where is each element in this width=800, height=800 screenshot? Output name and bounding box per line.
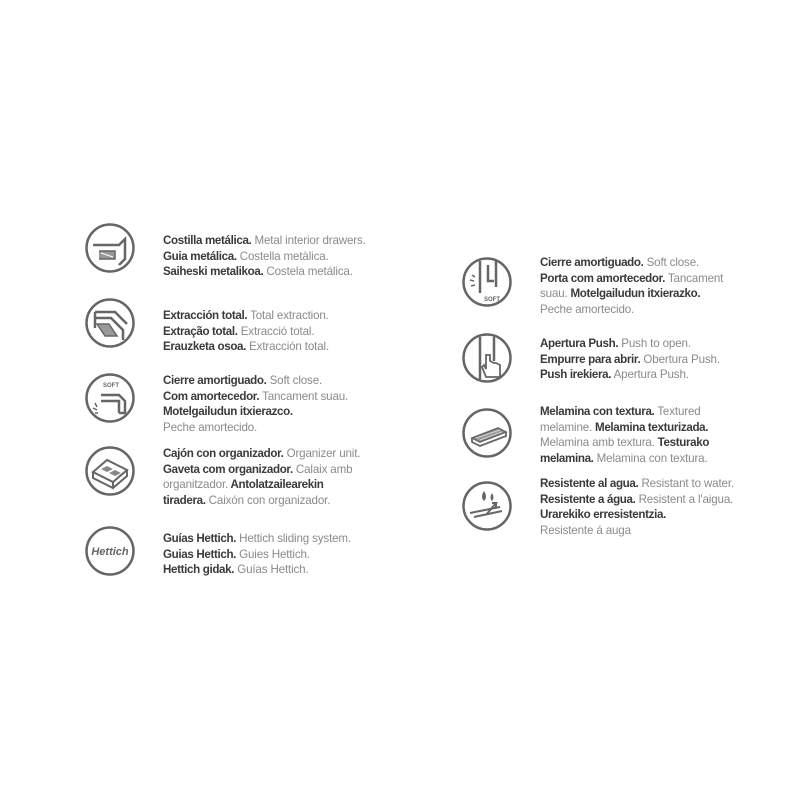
feature-text-line — [163, 547, 351, 563]
label-translation: Textured — [654, 405, 701, 418]
label-translation: Soft close. — [643, 256, 700, 269]
label-primary: Push irekiera. — [540, 368, 612, 382]
feature-text — [540, 336, 720, 383]
feature-text-line — [163, 324, 329, 340]
label-primary: Extração total. — [163, 324, 238, 338]
label-primary: Cierre amortiguado. — [540, 256, 644, 269]
hettich-logo-icon — [85, 526, 135, 576]
label-translation: Resistant to water. — [638, 477, 734, 490]
feature-text — [163, 233, 366, 280]
feature-text-line — [163, 420, 348, 436]
label-primary: Resistente a água. — [540, 492, 636, 506]
label-translation: melamine. — [540, 420, 593, 434]
label-translation: Costela metálica. — [263, 265, 353, 279]
feature-text-line — [540, 352, 720, 368]
label-primary: Hettich gidak. — [163, 563, 235, 577]
label-primary: Motelgailudun itxierazco. — [163, 405, 293, 419]
feature-text-line — [540, 286, 723, 302]
feature-text-line — [540, 507, 734, 523]
label-primary: Melamina con textura. — [540, 405, 655, 418]
label-translation: Guies Hettich. — [236, 547, 310, 561]
label-primary: Motelgailudun itxierazko. — [567, 287, 701, 301]
label-translation: Extracció total. — [237, 324, 315, 338]
soft-close-door-icon — [462, 257, 512, 307]
push-to-open-icon — [462, 333, 512, 383]
label-primary: Guias Hettich. — [163, 547, 237, 561]
label-primary: Com amortecedor. — [163, 389, 260, 403]
feature-text-line — [540, 255, 723, 271]
feature-text — [540, 404, 709, 467]
label-translation: Resistent a l'aigua. — [635, 492, 734, 506]
label-translation: Tancament — [665, 271, 724, 285]
label-translation: Calaix amb — [292, 462, 353, 476]
label-primary: Resistente al agua. — [540, 477, 639, 490]
label-primary: Saiheski metalikoa. — [163, 265, 264, 279]
label-primary: Cajón con organizador. — [163, 447, 284, 460]
feature-text-line — [163, 462, 360, 478]
label-translation: Caixón con organizador. — [205, 494, 331, 508]
label-translation: Melamina amb textura. — [540, 436, 655, 450]
water-resistant-icon — [462, 481, 512, 531]
feature-text-line — [163, 373, 348, 389]
label-primary: Cierre amortiguado. — [163, 374, 267, 387]
feature-text-line — [540, 271, 723, 287]
metal-drawer-side-icon — [85, 223, 135, 273]
feature-text-line — [163, 389, 348, 405]
feature-text — [163, 308, 329, 355]
label-translation: Tancament suau. — [259, 389, 349, 403]
organizer-drawer-icon — [85, 446, 135, 496]
feature-text-line — [163, 562, 351, 578]
label-translation: Apertura Push. — [611, 368, 689, 382]
feature-text-line — [540, 420, 709, 436]
label-primary: Gaveta com organizador. — [163, 462, 293, 476]
label-primary: Costilla metálica. — [163, 234, 252, 247]
label-translation: Melamina con textura. — [593, 452, 708, 466]
feature-text-line — [163, 493, 360, 509]
feature-text — [540, 476, 734, 539]
label-translation: organitzador. — [163, 478, 229, 492]
label-translation: suau. — [540, 287, 568, 301]
feature-text — [163, 373, 348, 436]
feature-text — [163, 531, 351, 578]
feature-text-line — [163, 264, 366, 280]
label-primary: Testurako — [654, 436, 710, 450]
feature-text-line — [163, 477, 360, 493]
feature-text-line — [540, 523, 734, 539]
feature-text-line — [540, 435, 709, 451]
label-primary: Urarekiko erresistentzia. — [540, 508, 666, 522]
label-translation: Total extraction. — [247, 309, 329, 322]
feature-text-line — [540, 476, 734, 492]
label-translation: Metal interior drawers. — [251, 234, 366, 247]
feature-text-line — [163, 404, 348, 420]
feature-text-line — [163, 249, 366, 265]
label-primary: Empurre para abrir. — [540, 352, 641, 366]
feature-text-line — [540, 451, 709, 467]
soft-badge: SOFT — [103, 383, 119, 389]
label-primary: Guías Hettich. — [163, 532, 237, 545]
feature-text — [163, 446, 360, 509]
label-primary: tiradera. — [163, 494, 206, 508]
label-translation: Peche amortecido. — [540, 303, 635, 317]
soft-close-drawer-icon — [85, 373, 135, 423]
feature-text-line — [163, 446, 360, 462]
label-translation: Guías Hettich. — [234, 563, 309, 577]
label-primary: Antolatzailearekin — [228, 478, 324, 492]
label-primary: Apertura Push. — [540, 337, 619, 350]
label-translation: Push to open. — [618, 337, 691, 350]
feature-text-line — [540, 336, 720, 352]
feature-text-line — [163, 339, 329, 355]
feature-text — [540, 255, 723, 318]
label-primary: Erauzketa osoa. — [163, 340, 247, 354]
soft-badge: SOFT — [484, 297, 500, 303]
label-primary: Melamina texturizada. — [592, 420, 709, 434]
label-translation: Extracción total. — [246, 340, 330, 354]
feature-text-line — [540, 367, 720, 383]
label-primary: melamina. — [540, 452, 594, 466]
hettich-wordmark: Hettich — [91, 546, 129, 558]
feature-text-line — [540, 404, 709, 420]
label-translation: Peche amortecido. — [163, 421, 258, 435]
feature-text-line — [540, 302, 723, 318]
label-translation: Soft close. — [266, 374, 323, 387]
label-primary: Guia metálica. — [163, 249, 237, 263]
label-primary: Extracción total. — [163, 309, 248, 322]
feature-text-line — [163, 233, 366, 249]
total-extraction-icon — [85, 298, 135, 348]
label-primary: Porta com amortecedor. — [540, 271, 666, 285]
feature-text-line — [163, 308, 329, 324]
label-translation: Organizer unit. — [283, 447, 361, 460]
textured-melamine-icon — [462, 408, 512, 458]
label-translation: Hettich sliding system. — [236, 532, 352, 545]
feature-text-line — [540, 492, 734, 508]
label-translation: Costella metàlica. — [236, 249, 329, 263]
feature-text-line — [163, 531, 351, 547]
label-translation: Resistente á auga — [540, 524, 631, 538]
label-translation: Obertura Push. — [640, 352, 720, 366]
